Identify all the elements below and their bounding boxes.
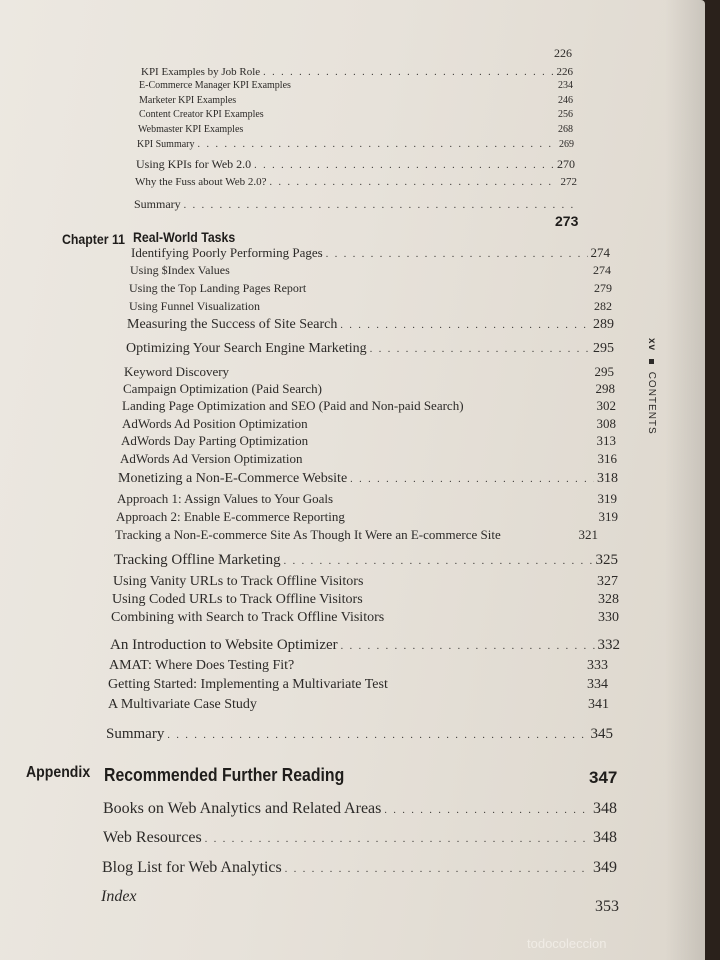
toc-entry (121, 433, 616, 449)
toc-entry-title: Approach 2: Enable E-commerce Reporting (116, 509, 345, 524)
toc-entry (116, 509, 618, 525)
toc-entry (123, 381, 615, 397)
toc-entry-title: AdWords Ad Version Optimization (120, 451, 303, 466)
toc-entry-page: 321 (578, 527, 598, 542)
toc-entry-title: A Multivariate Case Study (108, 697, 257, 712)
toc-entry-title: Books on Web Analytics and Related Areas (103, 800, 382, 817)
toc-entry-page: 274 (593, 263, 611, 277)
toc-entry-page: 345 (590, 726, 613, 742)
toc-entry (114, 552, 618, 569)
toc-entry-title: Tracking a Non-E-commerce Site As Though It Were an E-commerce Site (115, 527, 501, 542)
dot-leader (205, 834, 590, 845)
toc-entry-page: 313 (596, 433, 616, 448)
toc-entry (131, 245, 610, 261)
toc-entry-page: 246 (558, 95, 573, 106)
toc-entry-title: AdWords Day Parting Optimization (121, 433, 309, 448)
dot-leader (350, 474, 594, 485)
toc-entry (141, 66, 573, 78)
toc-entry (136, 157, 575, 172)
square-bullet-icon (649, 359, 654, 364)
dot-leader (284, 556, 593, 567)
toc-entry (109, 658, 608, 674)
toc-entry-page: 295 (594, 364, 614, 379)
toc-entry-page: 308 (596, 416, 616, 431)
toc-entry (139, 109, 573, 120)
toc-entry (120, 451, 617, 467)
appendix-page-number: 347 (589, 768, 618, 787)
toc-entry-title: Index (101, 888, 137, 905)
toc-entry-title: Using $Index Values (130, 263, 230, 277)
dot-leader (326, 249, 588, 260)
dot-leader (254, 160, 554, 171)
toc-entry-page: 319 (598, 509, 618, 524)
toc-entry-title: Approach 1: Assign Values to Your Goals (117, 491, 334, 506)
toc-entry-title: Landing Page Optimization and SEO (Paid and Non-paid Search) (122, 398, 464, 413)
chapter-title: Real-World Tasks (133, 229, 236, 245)
toc-entry (126, 341, 614, 357)
toc-entry-page: 274 (590, 245, 610, 260)
toc-entry-title: AMAT: Where Does Testing Fit? (109, 658, 295, 673)
running-head-page: xv (646, 338, 657, 352)
toc-entry (134, 197, 578, 212)
toc-entry-title: KPI Examples by Job Role (141, 66, 261, 78)
toc-entry-title: KPI Summary (137, 139, 195, 150)
toc-entry (115, 527, 598, 543)
top-page-number: 226 (554, 46, 572, 60)
toc-entry-page: 270 (557, 157, 575, 171)
toc-entry-page: 279 (594, 281, 612, 295)
toc-entry (127, 317, 614, 333)
toc-entry (130, 263, 611, 278)
toc-entry-title: Why the Fuss about Web 2.0? (135, 176, 267, 188)
running-head (646, 338, 657, 435)
toc-entry (129, 281, 612, 296)
dot-leader (370, 344, 590, 355)
toc-entry-title: Summary (134, 197, 181, 211)
toc-entry-page: 353 (595, 898, 619, 915)
toc-entry-title: E-Commerce Manager KPI Examples (139, 80, 291, 91)
toc-entry-page: 234 (558, 80, 573, 91)
toc-entry (111, 610, 619, 626)
toc-entry (122, 398, 616, 414)
toc-entry-page: 268 (558, 124, 573, 135)
toc-entry (137, 139, 574, 150)
toc-entry-page: 330 (598, 610, 619, 625)
chapter-page-number: 273 (555, 213, 579, 229)
toc-entry-title: Webmaster KPI Examples (138, 124, 244, 135)
toc-entry (122, 416, 616, 432)
dot-leader (263, 67, 553, 78)
toc-entry-page: 272 (560, 176, 577, 188)
toc-entry-title: Marketer KPI Examples (139, 95, 237, 106)
toc-entry-page: 319 (597, 491, 617, 506)
toc-entry-page: 316 (597, 451, 617, 466)
toc-entry-page: 282 (594, 299, 612, 313)
toc-entry-title: Tracking Offline Marketing (114, 552, 281, 568)
dot-leader (167, 730, 587, 741)
appendix-title: Recommended Further Reading (104, 765, 345, 785)
toc-entry (103, 800, 617, 818)
toc-entry-title: Summary (106, 726, 165, 742)
toc-entry-title: Using Vanity URLs to Track Offline Visitors (113, 574, 364, 589)
toc-entry-title: Using KPIs for Web 2.0 (136, 157, 252, 171)
toc-entry-title: Optimizing Your Search Engine Marketing (126, 341, 367, 356)
toc-entry-page: 334 (587, 677, 608, 692)
toc-entry (139, 80, 573, 91)
toc-entry-page: 298 (595, 381, 615, 396)
toc-entry (129, 299, 612, 314)
toc-entry (124, 364, 614, 380)
toc-entry-page: 348 (593, 800, 617, 817)
toc-entry-page: 327 (597, 574, 618, 589)
toc-entry-title: Campaign Optimization (Paid Search) (123, 381, 322, 396)
toc-entry-title: Keyword Discovery (124, 364, 230, 379)
dot-leader (198, 139, 557, 150)
toc-entry (138, 124, 573, 135)
chapter-label: Chapter 11 (62, 231, 126, 247)
toc-entry-page: 332 (597, 637, 620, 653)
toc-entry-page: 333 (587, 658, 608, 673)
dot-leader (341, 641, 595, 652)
dot-leader (270, 177, 558, 188)
top-number-line (136, 46, 572, 61)
toc-entry-page: 269 (559, 139, 574, 150)
dot-leader (384, 805, 590, 816)
appendix-label: Appendix (26, 764, 91, 781)
toc-entry-title: Measuring the Success of Site Search (127, 317, 338, 332)
toc-entry-page: 325 (595, 552, 618, 568)
dot-leader (340, 320, 590, 331)
toc-entry-page: 226 (556, 66, 573, 78)
watermark: todocoleccion (527, 936, 607, 951)
toc-entry (110, 637, 620, 654)
toc-entry-page: 289 (593, 317, 614, 332)
toc-entry (118, 471, 618, 487)
toc-entry-title: Using the Top Landing Pages Report (129, 281, 307, 295)
toc-entry-title: Using Coded URLs to Track Offline Visitors (112, 592, 363, 607)
page-fold-shadow (665, 0, 705, 960)
toc-entry-page: 341 (588, 697, 609, 712)
toc-entry (108, 697, 609, 713)
toc-entry-title: Using Funnel Visualization (129, 299, 261, 313)
toc-entry-page: 302 (596, 398, 616, 413)
toc-entry-title: Monetizing a Non-E-Commerce Website (118, 471, 348, 486)
toc-entry-title: Web Resources (103, 829, 202, 846)
toc-entry-page: 328 (598, 592, 619, 607)
toc-entry (135, 176, 577, 188)
toc-entry (103, 829, 617, 847)
toc-entry (101, 888, 619, 915)
dot-leader (184, 200, 575, 211)
toc-entry-title: Blog List for Web Analytics (102, 859, 282, 876)
toc-entry-title: Combining with Search to Track Offline Visitors (111, 610, 385, 625)
toc-entry (106, 726, 613, 743)
toc-entry-title: AdWords Ad Position Optimization (122, 416, 308, 431)
toc-entry-page: 256 (558, 109, 573, 120)
toc-entry-title: Content Creator KPI Examples (139, 109, 264, 120)
toc-entry (117, 491, 617, 507)
dot-leader (285, 864, 590, 875)
toc-entry-page: 348 (593, 829, 617, 846)
toc-entry (102, 859, 617, 877)
toc-entry-title: An Introduction to Website Optimizer (110, 637, 338, 653)
toc-entry (108, 677, 608, 693)
toc-entry-page: 318 (597, 471, 618, 486)
toc-entry (112, 592, 619, 608)
toc-entry-title: Getting Started: Implementing a Multivariate Test (108, 677, 388, 692)
toc-entry (139, 95, 573, 106)
running-head-section: CONTENTS (646, 371, 657, 435)
toc-entry-title: Identifying Poorly Performing Pages (131, 245, 323, 260)
toc-entry (113, 574, 618, 590)
toc-entry-page: 295 (593, 341, 614, 356)
toc-entry-page: 349 (593, 859, 617, 876)
